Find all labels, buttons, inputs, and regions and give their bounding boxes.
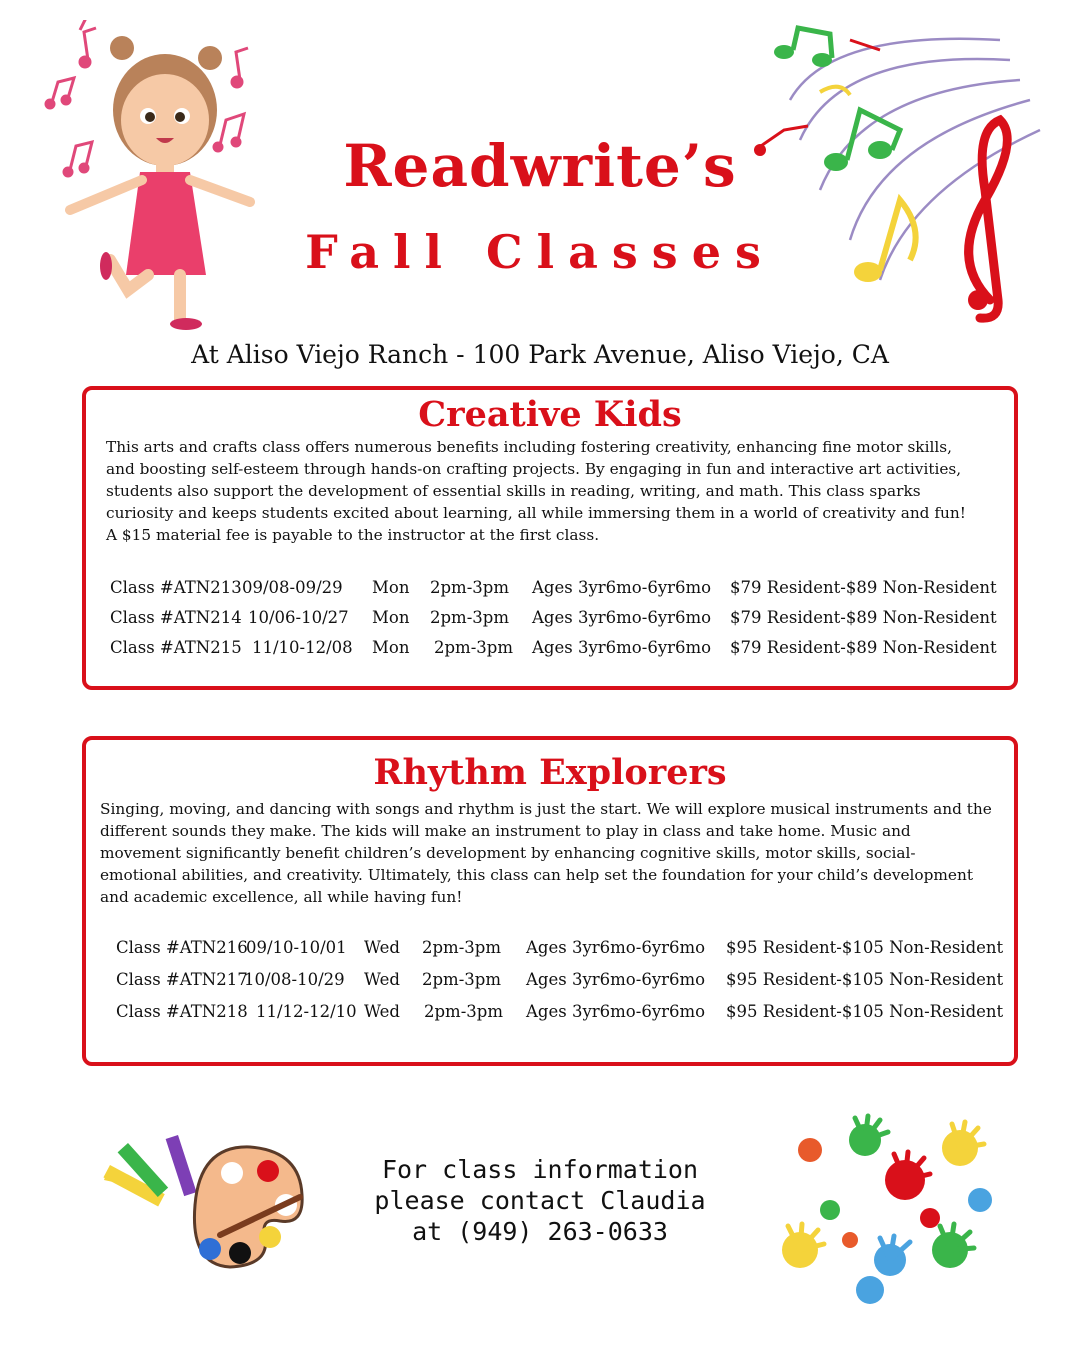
class-time: 2pm-3pm: [430, 608, 509, 627]
class-fee: $95 Resident-$105 Non-Resident: [726, 970, 1004, 989]
class-row: [86, 938, 1014, 964]
contact-phone: at (949) 263-0633: [412, 1217, 668, 1246]
rhythm-explorers-card: [82, 736, 1018, 1066]
class-number: Class #ATN213: [110, 578, 242, 597]
class-fee: $79 Resident-$89 Non-Resident: [730, 578, 997, 597]
class-number: Class #ATN218: [116, 1002, 248, 1021]
location-line: At Aliso Viejo Ranch - 100 Park Avenue, Aliso Viejo, CA: [191, 340, 889, 369]
class-time: 2pm-3pm: [434, 638, 513, 657]
class-fee: $95 Resident-$105 Non-Resident: [726, 938, 1004, 957]
page-subtitle: Fall Classes: [305, 225, 775, 279]
class-number: Class #ATN214: [110, 608, 242, 627]
class-time: 2pm-3pm: [422, 938, 501, 957]
class-number: Class #ATN215: [110, 638, 242, 657]
class-ages: Ages 3yr6mo-6yr6mo: [526, 1002, 706, 1021]
class-row: [86, 638, 1014, 664]
class-row: [86, 578, 1014, 604]
class-row: [86, 970, 1014, 996]
class-day: Wed: [364, 1002, 400, 1021]
section-description: This arts and crafts class offers numerous benefits including fostering creativity, enhancing fine motor skills, and boosting self-esteem through hands-on crafting projects. By engaging in fun and interactive art activities, students also support the development of essential skills in reading, writing, and math. This class sparks curiosity and keeps students excited about learning, all while immersing them in a world of creativity and fun! A $15 material fee is payable to the instructor at the first class.: [106, 438, 966, 544]
class-fee: $79 Resident-$89 Non-Resident: [730, 608, 997, 627]
contact-info: [340, 1154, 740, 1247]
class-day: Mon: [372, 608, 410, 627]
class-dates: 09/08-09/29: [242, 578, 343, 597]
class-fee: $79 Resident-$89 Non-Resident: [730, 638, 997, 657]
page-title: Readwrite’s: [343, 132, 737, 200]
class-row: [86, 608, 1014, 634]
class-time: 2pm-3pm: [430, 578, 509, 597]
class-day: Mon: [372, 578, 410, 597]
class-ages: Ages 3yr6mo-6yr6mo: [532, 578, 712, 597]
class-ages: Ages 3yr6mo-6yr6mo: [532, 638, 712, 657]
class-time: 2pm-3pm: [422, 970, 501, 989]
contact-line: please contact Claudia: [374, 1186, 706, 1215]
class-number: Class #ATN216: [116, 938, 248, 957]
class-dates: 10/06-10/27: [248, 608, 349, 627]
class-dates: 09/10-10/01: [246, 938, 347, 957]
handprints-illustration: [770, 1110, 1020, 1320]
section-heading: Creative Kids: [418, 394, 682, 435]
class-dates: 11/12-12/10: [256, 1002, 357, 1021]
class-dates: 10/08-10/29: [244, 970, 345, 989]
class-ages: Ages 3yr6mo-6yr6mo: [532, 608, 712, 627]
class-ages: Ages 3yr6mo-6yr6mo: [526, 938, 706, 957]
class-fee: $95 Resident-$105 Non-Resident: [726, 1002, 1004, 1021]
creative-kids-card: [82, 386, 1018, 690]
class-number: Class #ATN217: [116, 970, 248, 989]
section-description: Singing, moving, and dancing with songs and rhythm is just the start. We will explore musical instruments and the different sounds they make. The kids will make an instrument to play in class and take home. Music and movement significantly benefit children’s development by enhancing cognitive skills, motor skills, social- emotional abilities, and creativity. Ultimately, this class can help set the foundation for your child’s development and academic excellence, all while having fun!: [100, 800, 992, 906]
class-day: Wed: [364, 970, 400, 989]
class-ages: Ages 3yr6mo-6yr6mo: [526, 970, 706, 989]
contact-line: For class information: [381, 1155, 699, 1184]
section-heading: Rhythm Explorers: [373, 752, 727, 793]
paint-palette-illustration: [100, 1125, 310, 1275]
class-day: Wed: [364, 938, 400, 957]
class-time: 2pm-3pm: [424, 1002, 503, 1021]
class-day: Mon: [372, 638, 410, 657]
class-dates: 11/10-12/08: [252, 638, 353, 657]
class-row: [86, 1002, 1014, 1028]
